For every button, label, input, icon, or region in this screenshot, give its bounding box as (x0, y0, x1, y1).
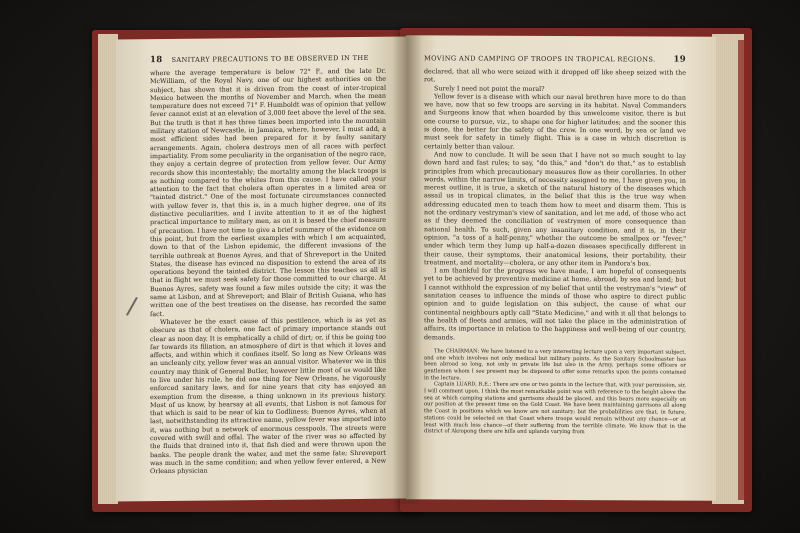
page-edges-left (98, 34, 118, 504)
right-running-head (424, 53, 686, 64)
right-running-head-title: MOVING AND CAMPING OF TROOPS IN TROPICAL REGIONS. (424, 54, 656, 64)
left-paragraph: Whatever be the exact cause of this pestilence, which is as yet as obscure as that of cholera, one fact of primary importance stands out clear as noon day. It is emphatically a child of dirt; or, if this be going too far towards its filiation, an atmosphere of dirt is that which it loves and affects, and within which it confines itself. So long as New Orleans was an uncleanly city, yellow fever was an annual visitor. Whatever we in this country may think of General Butler, however little most of us would like to live under his rule, he did one thing for New Orleans, he vigorously enforced sanitary laws, and for nine years that city has enjoyed an exemption from the disease, a thing unknown in its previous history. Most of us know, by hearsay at all events, that Lisbon is not famous for that which is said to be near of kin to Godliness; Buenos Ayres, when at last, notwithstanding its attractive name, yellow fever was imported into it, was nothing but a network of enormous cesspools. The streets were covered with swill and offal. The water of the river was so affected by the fluids that drained into it, that fish died and were thrown upon the banks. The people drank the water, and met the same fate; Shreveport was much in the same condition; and when yellow fever entered, a New Orleans physician (150, 316, 386, 476)
discussion-paragraph: The CHAIRMAN: We have listened to a very interesting lecture upon a very important subject, and one which involves not only medical but military points. As the Sanitary Schoolmaster has been abroad so long, not only in private life but also in the Army, perhaps some officers or gentlemen whom I see present may be disposed to offer some remarks upon the points contained in the lecture. (424, 348, 686, 382)
left-running-head (150, 53, 386, 65)
left-running-head-title: SANITARY PRECAUTIONS TO BE OBSERVED IN THE (171, 53, 369, 64)
left-page-number: 18 (150, 55, 163, 66)
left-body-text (150, 68, 386, 477)
left-page (116, 36, 406, 501)
discussion-section (424, 348, 686, 437)
right-paragraph: I am thankful for the progress we have made, I am hopeful of consequents yet to be achieved by preventive medicine at home, abroad, by sea and land; but I cannot withhold the expression of my belief that until the vestryman's "view" of sanitation ceases to influence the minds of those who aspire to direct public opinion and to guide legislation on this subject, the cause of what our continental neighbours aptly call "State Medicine," and with it all that belongs to the health of fleets and armies, will not take the place in the administration of affairs, its importance in relation to the happiness and well-being of our country, demands. (424, 267, 686, 341)
right-page-number: 19 (673, 54, 686, 65)
right-paragraph: Surely I need not point the moral? (434, 84, 545, 93)
left-paragraph: where the average temperature is below 72° F., and the late Dr. McWilliam, of the Royal Navy, one of our highest authorities on the subject, has shown that it is driven from the coast of inter-tropical Mexico between the months of November and March, when the mean temperature does not exceed 71° F. Humboldt was of opinion that yellow fever cannot exist at an elevation of 3,000 feet above the level of the sea. But the truth is that it has three times been imported into the mountain military station of Newcastle, in Jamaica, where, however, I must add, a most efficient sides had been prepared for it by faulty sanitary arrangements. Again, cholera destroys men of all races with perfect impartiality. From some peculiarity in the organisation of the negro race, they enjoy a certain degree of protection from yellow fever. Our Army records show this incontestably; the mortality among the black troops is as nothing compared to the whites from this cause. I have called your attention to the fact that cholera often operates in a limited area or "tainted district." One of the most fortunate circumstances connected with yellow fever is, that this is, in a much higher degree, one of its distinctive peculiarities, and I invite attention to it as of the highest practical importance to military men, as on it is based the chief measure of precaution. I have not time to give a brief summary of the evidence on this point, but from the earliest examples with which I am acquainted, down to that of the Lisbon epidemic, the different invasions of the terrible outbreak at Buenos Ayres, and that of Shreveport in the United States, the disease has evinced no disposition to extend the area of its operations beyond the tainted district. The lesson this teaches us all is that in flight we must seek safety for those committed to our charge. At Buenos Ayres, safety was found a few miles outside the city; it was the same at Lisbon, and at Shreveport; and Blair of British Guiana, who has written one of the best treatises on the disease, has recorded the same fact. (150, 67, 386, 318)
discussion-paragraph: Captain LUARD, R.E.: There are one or two points in the lecture that, with your permission, sir, I will comment upon. I think the most remarkable point was with reference to the height above the sea at which camping stations and garrisons should be placed, and this bears more especially on our position at the present time on the Gold Coast. We have been maintaining garrisons all along the Coast in positions which we know are not sanitary; but the probabilities are that, in future, stations could be selected on that Coast where troops would remain without any chance—or at least with much less chance—of their suffering from the terrible climate. We know that in the district of Akropong there are hills and uplands varying from (424, 381, 686, 436)
right-paragraph: Yellow fever is a disease with which our naval brethren have more to do than we have, now that so few troops are serving in its habitat. Naval Commanders and Surgeons know that when boarded by this unwelcome visitor, there is but one course to pursue, viz., to shape one for higher latitudes; and the sooner this is done, the better for the safety of the crew. In one word, by sea or land we must seek for safety in timely flight. This is a case in which discretion is certainly better than valour. (424, 93, 686, 151)
pencil-mark: / (125, 291, 139, 321)
right-paragraph: declared, that all who were seized with it dropped off like sheep seized with the rot. (424, 68, 686, 84)
bookmark-ribbon (738, 40, 748, 500)
right-paragraph: And now to conclude. It will be seen that I have not so much sought to lay down hard and fast rules; to say, "do this," and "don't do that," as to establish principles from which precautionary measures flow as their corollaries. In other words, within the narrow limits, of necessity assigned to me, I have given you, in merest outline, it is true, a sketch of the natural history of the diseases which assail us in tropical climates, in the belief that this is the true way when addressing educated men to teach them how to meet and disarm them. This is not the ordinary vestryman's view of sanitation, and let me add, of those who act as if they deemed the conciliation of vestrymen of more consequence than national health. To such, given any insanitary condition, and it is, in their opinion, "a toss of a half-penny," whether the outcome be smallpox or "fever," under which term they lump up half-a-dozen diseases specifically different in their cause, their symptoms, their anatomical lesions, their portability, their treatment, and mortality—cholera, or any other item in Pandora's box. (424, 151, 686, 268)
right-page (406, 35, 716, 501)
book-gutter (392, 34, 422, 504)
right-body-text (424, 68, 686, 343)
